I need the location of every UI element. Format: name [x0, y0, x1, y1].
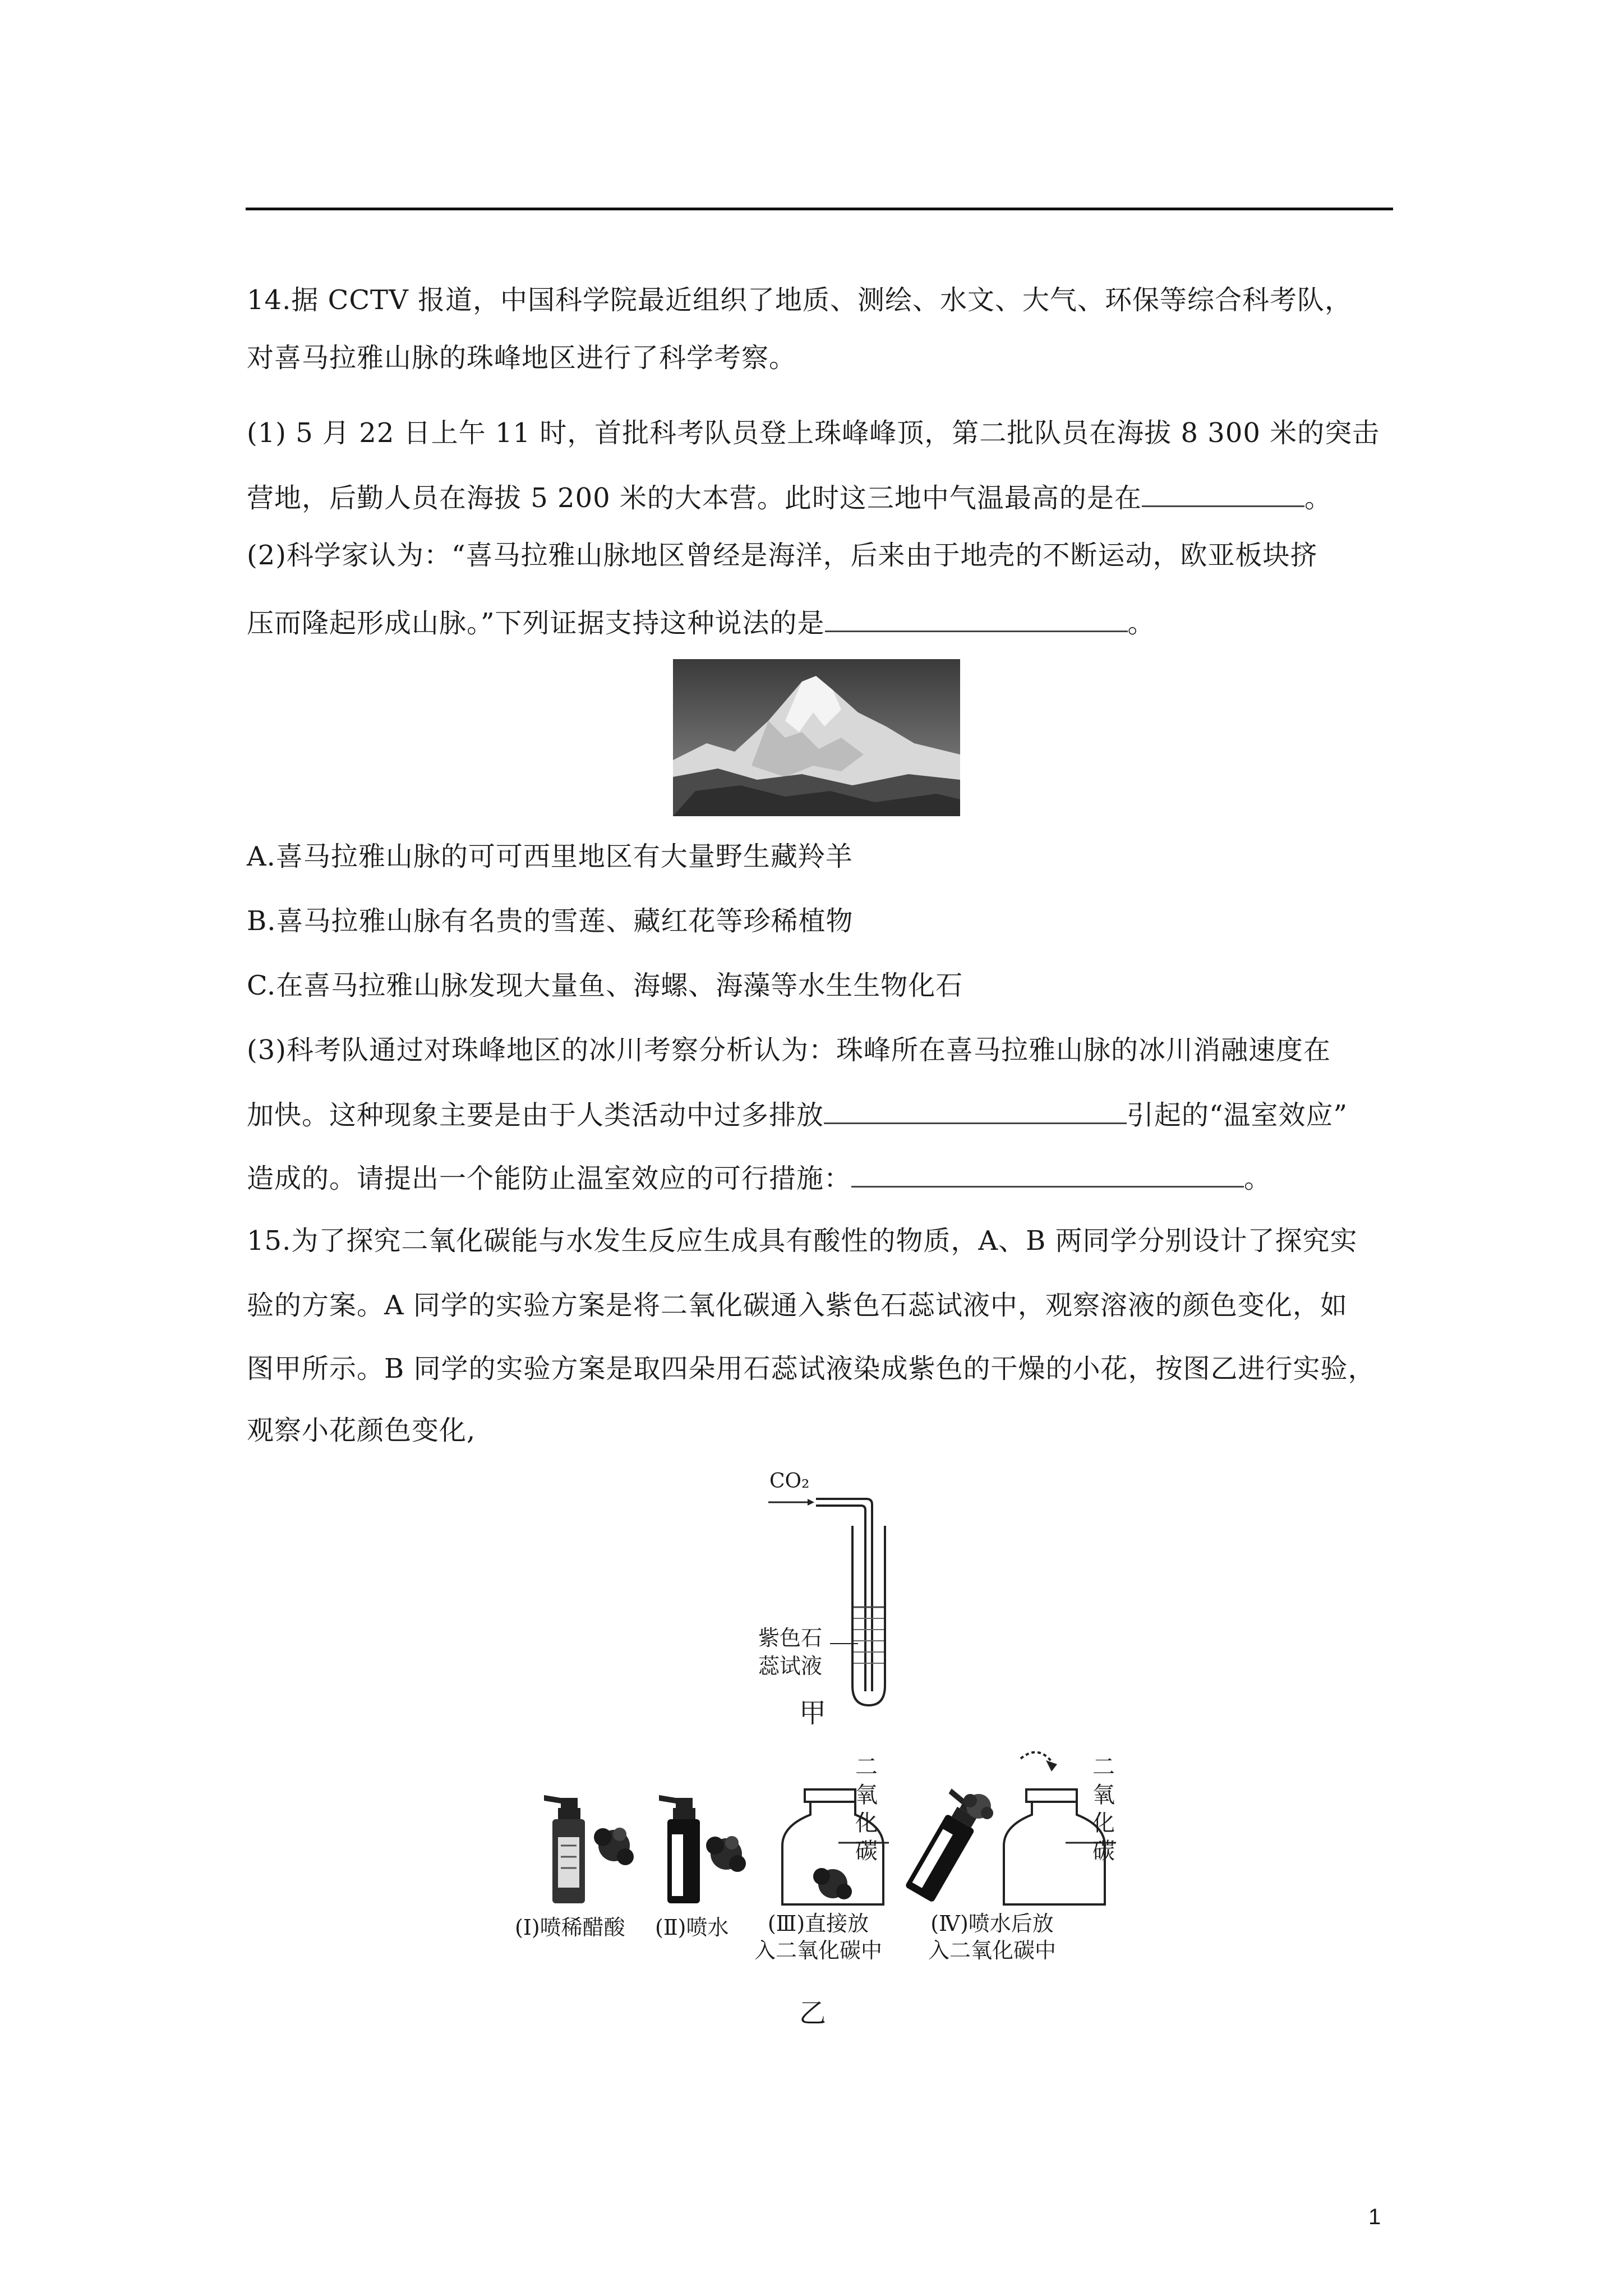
q14-part2-line2 [247, 605, 1155, 640]
answer-blank-3[interactable] [824, 1097, 1127, 1124]
figure-jia [746, 1470, 914, 1728]
flower-2-icon [706, 1836, 746, 1872]
answer-blank-4[interactable] [851, 1160, 1244, 1188]
litmus-label: 紫色石 蕊试液 [758, 1626, 823, 1678]
q14-part3-mid: 引起的“温室效应” [1127, 1099, 1348, 1131]
co2-vertical-label-2: 二 氧 化 碳 [1092, 1754, 1115, 1864]
q15-stem-line3: 图甲所示。B 同学的实验方案是取四朵用石蕊试液染成紫色的干燥的小花，按图乙进行实验， [247, 1353, 1376, 1384]
step-2-caption: (Ⅱ)喷水 [655, 1915, 729, 1940]
co2-vertical-label-1: 二 氧 化 碳 [855, 1754, 878, 1864]
co2-label: CO₂ [769, 1470, 810, 1493]
step-4-caption: (Ⅳ)喷水后放 入二氧化碳中 [928, 1911, 1057, 1963]
q14-stem-line2: 对喜马拉雅山脉的珠峰地区进行了科学考察。 [247, 342, 797, 374]
q14-part3-line2 [247, 1097, 1348, 1132]
everest-photo [673, 659, 960, 816]
flower-1-icon [594, 1828, 634, 1865]
q14-option-b: B.喜马拉雅山脉有名贵的雪莲、藏红花等珍稀植物 [247, 905, 854, 937]
page-number: 1 [1368, 2205, 1381, 2229]
q14-part2-line1: (2)科学家认为：“喜马拉雅山脉地区曾经是海洋，后来由于地壳的不断运动，欧亚板块挤 [247, 540, 1318, 571]
spray-bottle-1-icon [544, 1795, 585, 1903]
q14-part1-line1: (1) 5 月 22 日上午 11 时，首批科考队员登上珠峰峰顶，第二批队员在海拔 8 300 米的突击 [247, 417, 1380, 449]
q14-part2-text: 压而隆起形成山脉。”下列证据支持这种说法的是 [247, 608, 825, 639]
q15-stem-line4: 观察小花颜色变化, [247, 1415, 476, 1446]
q14-option-a: A.喜马拉雅山脉的可可西里地区有大量野生藏羚羊 [247, 841, 853, 872]
q14-part3-text2: 造成的。请提出一个能防止温室效应的可行措施： [247, 1163, 852, 1194]
q14-part1-end: 。 [1304, 482, 1332, 514]
answer-blank-2[interactable] [825, 605, 1128, 632]
header-rule [246, 208, 1393, 210]
answer-blank-1[interactable] [1142, 480, 1304, 507]
figure-yi-caption: 乙 [799, 1998, 827, 2029]
figure-jia-caption: 甲 [799, 1697, 827, 1729]
step-3-caption: (Ⅲ)直接放 入二氧化碳中 [754, 1911, 883, 1963]
q15-stem-line1: 15.为了探究二氧化碳能与水发生反应生成具有酸性的物质，A、B 两同学分别设计了探究实 [247, 1225, 1358, 1257]
q14-stem-line1: 14.据 CCTV 报道，中国科学院最近组织了地质、测绘、水文、大气、环保等综合科考队， [247, 284, 1352, 316]
q14-part3-end: 。 [1244, 1163, 1272, 1194]
q15-stem-line2: 验的方案。A 同学的实验方案是将二氧化碳通入紫色石蕊试液中，观察溶液的颜色变化，如 [247, 1290, 1348, 1321]
q14-part3-line1: (3)科考队通过对珠峰地区的冰川考察分析认为：珠峰所在喜马拉雅山脉的冰川消融速度在 [247, 1034, 1331, 1066]
q14-option-c: C.在喜马拉雅山脉发现大量鱼、海螺、海藻等水生生物化石 [247, 970, 963, 1001]
arrow-into-jar-icon [1021, 1752, 1057, 1772]
q14-part1-text: 营地，后勤人员在海拔 5 200 米的大本营。此时这三地中气温最高的是在 [247, 482, 1142, 514]
q14-part1-line2 [247, 480, 1332, 515]
q14-part3-line3 [247, 1160, 1271, 1195]
q14-part3-text: 加快。这种现象主要是由于人类活动中过多排放 [247, 1099, 824, 1131]
spray-bottle-2-icon [659, 1795, 700, 1903]
q14-part2-end: 。 [1127, 608, 1155, 639]
step-1-caption: (Ⅰ)喷稀醋酸 [515, 1915, 625, 1940]
